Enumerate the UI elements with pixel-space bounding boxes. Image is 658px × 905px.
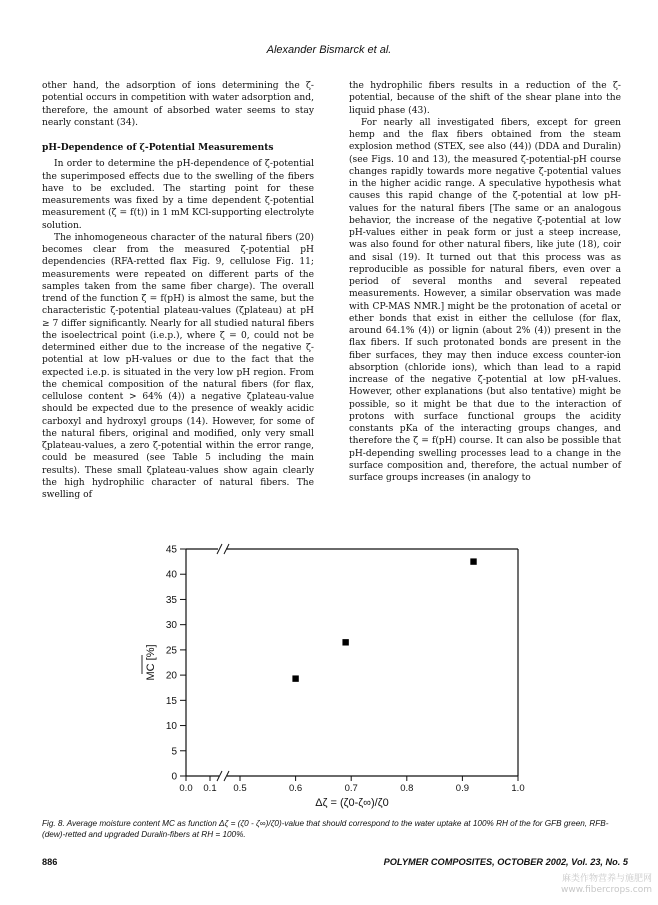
x-tick-label: 1.0 — [511, 783, 525, 794]
x-tick-label: 0.6 — [288, 783, 303, 794]
page-number: 886 — [42, 857, 58, 867]
x-axis-label: Δζ = (ζ0-ζ∞)/ζ0 — [315, 797, 389, 809]
data-point — [292, 675, 298, 681]
left-paragraph-3: The inhomogeneous character of the natural fibers (20) becomes clear from the measured ζ-potential pH dependencies (RFA-retted flax Fig. 9, cellulose Fig. 11; measurements were repeated on different parts of the samples taken from the same fiber charge). The overall trend of the function ζ = f(pH) is almost the same, but the characteristic ζ-potential plateau-values (ζplateau) at pH ≥ 7 differ significantly. Nearly for all studied natural fibers the isoelectrical point (i.e.p.), where ζ = 0, could not be determined either due to the increase of the negative ζ-potential at low pH-values or due to the fact that the expected i.e.p. is situated in the very low pH region. From the chemical composition of the natural fibers (for flax, cellulose content > 64% (4)) a negative ζplateau-value should be expected due to the presence of weakly acidic carboxyl and hydroxyl groups (14). However, for some of the natural fibers, original and modified, only very small ζplateau-values, a zero ζ-potential within the error range, could be measured (see Table 5 including the main results). These small ζplateau-values show again clearly the high hydrophilic character of natural fibers. The swelling of — [42, 232, 314, 500]
x-tick-label: 0.7 — [344, 783, 358, 794]
page-footer — [42, 857, 628, 871]
x-tick-label: 0.9 — [455, 783, 470, 794]
x-axis-break-gap — [219, 771, 227, 781]
watermark-line-2: www.fibercrops.com — [561, 885, 652, 895]
y-tick-label: 40 — [165, 569, 177, 581]
data-point — [470, 558, 476, 564]
right-paragraph-2: For nearly all investigated fibers, except for green hemp and the flax fibers obtained from the steam explosion method (STEX, see also (44)) (DDA and Duralin) (see Figs. 10 and 13), the measured ζ-potential-pH course changes rapidly towards more negative ζ-potential values in the higher acidic range. A speculative hypothesis what causes this rapid change of the ζ-potential at low pH-values for the natural fibers [The same or an analogous behavior, the increase of the negative ζ-potential at low pH-values either in peak form or just a steep increase, was also found for other natural fibers, like jute (18), coir and sisal (19). It turned out that this process was as reproducible as possible for natural fibers, even over a period of several months and several repeated measurements. However, a similar observation was made with CP-MAS NMR.] might be the protonation of acetal or ether bonds that exist in either the cellulose (for flax, around 64.1% (4)) or lignin (about 2% (4)) present in the flax fibers. If such protonated bonds are present in the fiber surfaces, they may then induce excess counter-ion absorption (chloride ions), which than lead to a rapid increase of the negative ζ-potential at low pH-values. However, other explanations (but also tentative) might be possible, so it might be that due to the interaction of protons with surface functional groups the acidity constants pKa of the interacting groups changes, and therefore the ζ = f(pH) course. It can also be possible that pH-depending swelling processes lead to a change in the surface composition and, therefore, the actual number of surface groups increases (in analogy to — [349, 117, 621, 483]
y-axis-label: MC [%] — [145, 644, 157, 681]
left-paragraph-1: other hand, the adsorption of ions determining the ζ-potential occurs in competition with water adsorption and, therefore, the amount of absorbed water seems to stay nearly constant (34). — [42, 81, 314, 128]
x-tick-label: 0.1 — [203, 783, 217, 794]
figure-caption: Fig. 8. Average moisture content MC as function Δζ = (ζ0 - ζ∞)/ζ0)-value that should correspond to the water uptake at 100% RH of the for GFB green, RFB-(dew)-retted and upgraded Duralin-fibers at RH = 100%. — [42, 819, 609, 839]
x-tick-label: 0.0 — [179, 783, 193, 794]
y-tick-label: 10 — [165, 721, 177, 733]
y-tick-label: 0 — [171, 771, 177, 783]
section-title: pH-Dependence of ζ-Potential Measurements — [42, 142, 274, 153]
x-tick-label: 0.5 — [233, 783, 247, 794]
left-column — [42, 80, 314, 501]
right-column — [349, 80, 621, 484]
y-tick-label: 35 — [165, 594, 177, 606]
journal-reference: POLYMER COMPOSITES, OCTOBER 2002, Vol. 23, No. 5 — [383, 857, 628, 867]
y-tick-label: 45 — [165, 544, 177, 556]
left-paragraph-2: In order to determine the pH-dependence of ζ-potential the superimposed effects due to the swelling of the fibers have to be excluded. The starting point for these measurements was fixed by a time dependent ζ-potential measurement (ζ = f(t)) in 1 mM KCl-supporting electrolyte solution. — [42, 159, 314, 231]
y-tick-label: 25 — [165, 645, 177, 657]
y-tick-label: 15 — [165, 695, 177, 707]
data-point — [342, 639, 348, 645]
figure-8 — [0, 538, 658, 818]
x-tick-label: 0.8 — [400, 783, 414, 794]
watermark — [561, 874, 652, 896]
scatter-chart — [0, 538, 658, 818]
y-tick-label: 20 — [165, 670, 177, 682]
watermark-line-1: 麻类作物营养与施肥网 — [561, 874, 652, 884]
running-head: Alexander Bismarck et al. — [266, 44, 392, 56]
right-paragraph-1: the hydrophilic fibers results in a reduction of the ζ-potential, because of the shift of the shear plane into the liquid phase (43). — [349, 81, 621, 116]
y-tick-label: 30 — [165, 620, 177, 632]
y-tick-label: 5 — [171, 746, 177, 758]
